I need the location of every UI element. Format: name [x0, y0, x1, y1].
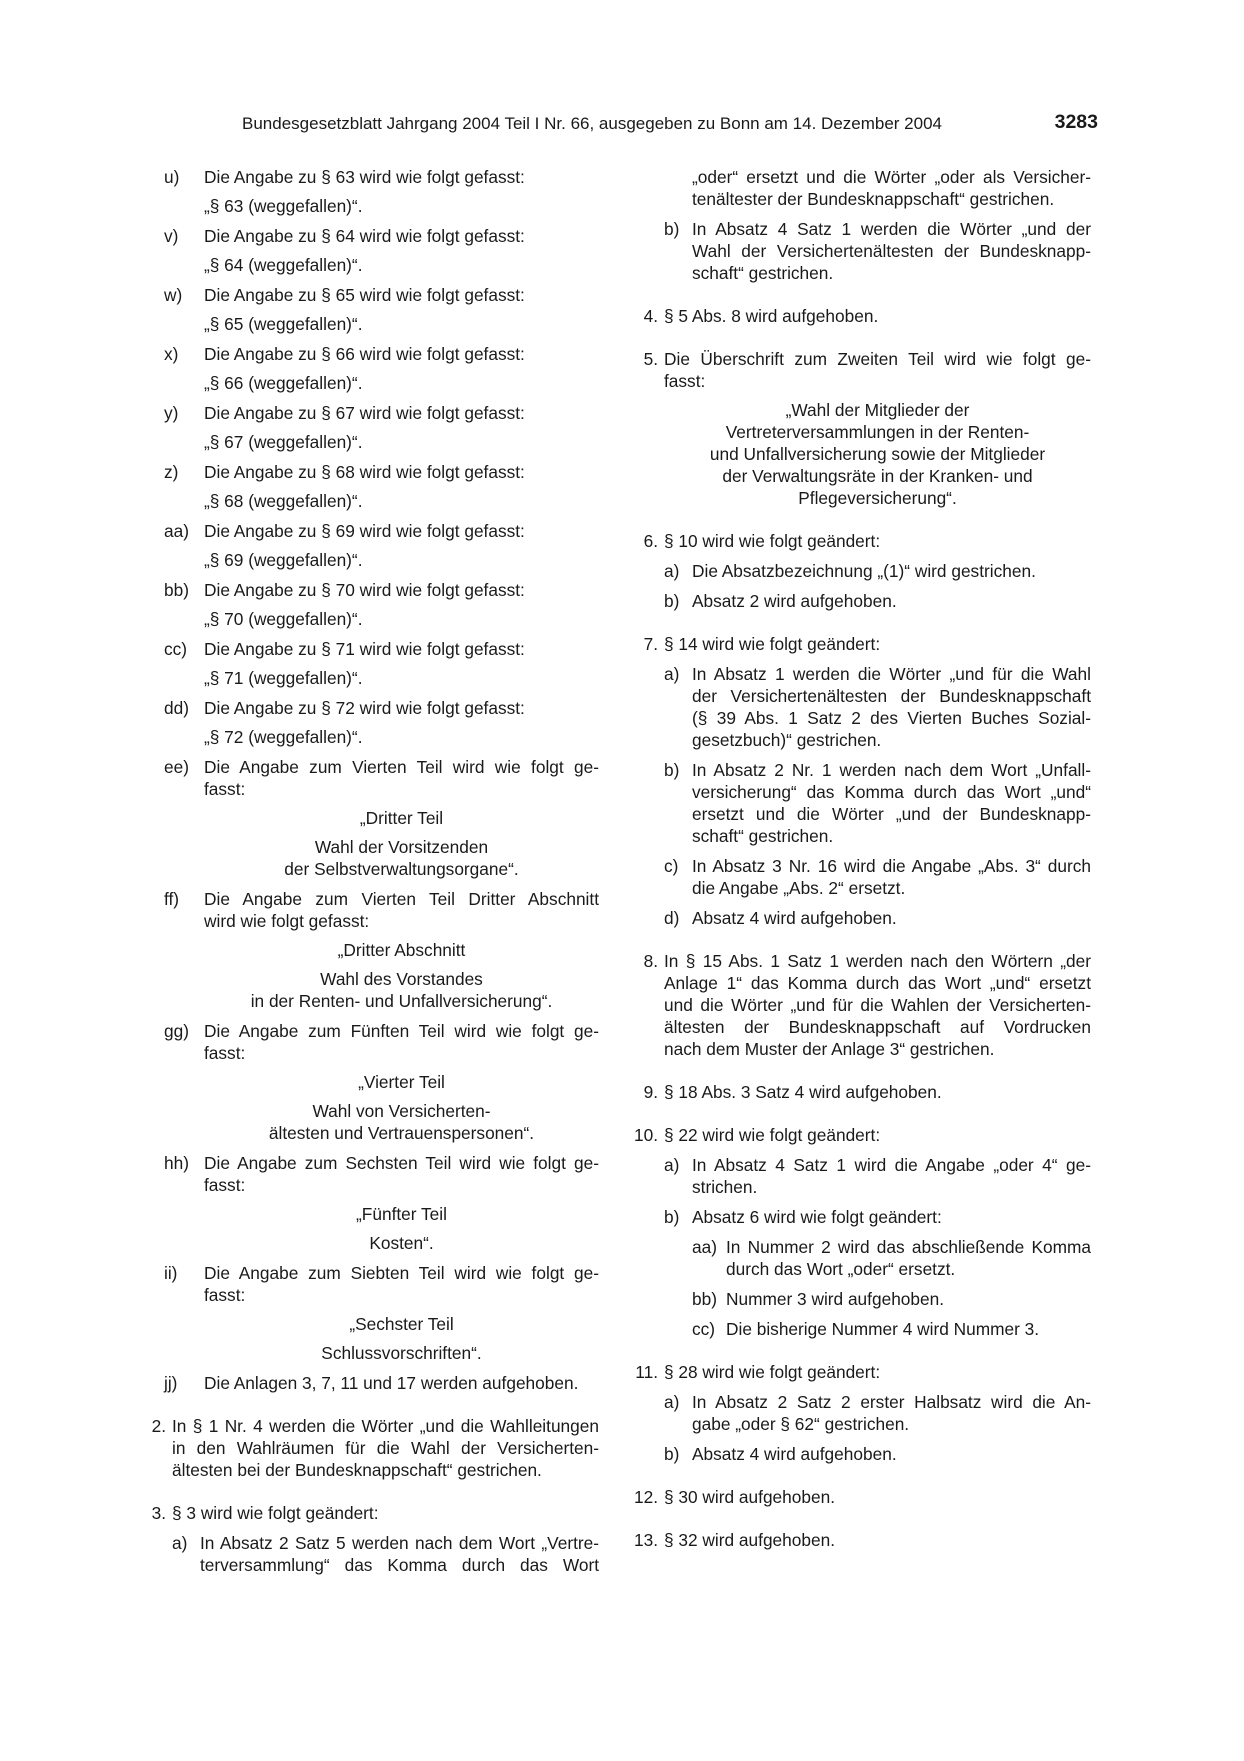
item-quote: in der Renten- und Unfallversicherung“.: [250, 991, 553, 1011]
item-label: y): [164, 403, 179, 423]
item-text: In Absatz 2 Satz 2 erster Halbsatz wird die An-: [692, 1392, 1091, 1412]
item-label: 13.: [633, 1530, 658, 1550]
item-13: [632, 1529, 1091, 1551]
item-label: z): [164, 462, 179, 482]
item-4: [632, 305, 1091, 327]
item-quote: „Dritter Teil: [359, 808, 444, 828]
item-text: ältesten der Bundesknappschaft auf Vordrucken: [664, 1017, 1091, 1037]
item-text: Die Angabe zu § 68 wird wie folgt gefasst:: [204, 462, 525, 482]
item-bb: [140, 579, 599, 630]
item-label: a): [664, 1155, 680, 1175]
item-label: 6.: [643, 531, 658, 551]
item-quote: Wahl des Vorstandes: [320, 969, 483, 989]
item-6a: [664, 560, 1091, 582]
item-text: Nummer 3 wird aufgehoben.: [726, 1289, 945, 1309]
item-x: [140, 343, 599, 394]
item-3: [140, 1502, 599, 1576]
item-text: „oder“ ersetzt und die Wörter „oder als Versicher-: [692, 167, 1091, 187]
item-10b: [664, 1206, 1091, 1228]
item-label: b): [664, 760, 680, 780]
item-quote: „Sechster Teil: [349, 1314, 454, 1334]
item-quote: „§ 67 (weggefallen)“.: [204, 432, 363, 452]
item-quote: Kosten“.: [369, 1233, 434, 1253]
left-column: [140, 166, 599, 1576]
page-header: [242, 111, 1098, 137]
item-text: In Absatz 2 Satz 5 werden nach dem Wort „Vertre-: [200, 1533, 599, 1553]
item-label: a): [664, 561, 680, 581]
item-text: Die Angabe zu § 65 wird wie folgt gefasst:: [204, 285, 525, 305]
item-text: Die Absatzbezeichnung „(1)“ wird gestrichen.: [692, 561, 1036, 581]
item-quote: Wahl von Versicherten-: [312, 1101, 491, 1121]
item-quote: „§ 71 (weggefallen)“.: [204, 668, 363, 688]
item-aa: [140, 520, 599, 571]
item-label: d): [664, 908, 680, 928]
item-text: Absatz 2 wird aufgehoben.: [692, 591, 897, 611]
item-ff: [140, 888, 599, 1012]
item-label: ee): [164, 757, 189, 777]
item-text: die Angabe „Abs. 2“ ersetzt.: [692, 878, 906, 898]
item-cc: [140, 638, 599, 689]
item-quote: „§ 70 (weggefallen)“.: [204, 609, 363, 629]
item-hh: [140, 1152, 599, 1254]
item-text: tenältester der Bundesknappschaft“ gestrichen.: [692, 189, 1055, 209]
item-quote: „Dritter Abschnitt: [337, 940, 466, 960]
item-10: [632, 1124, 1091, 1340]
item-text: § 32 wird aufgehoben.: [664, 1530, 836, 1550]
item-text: In § 15 Abs. 1 Satz 1 werden nach den Wörtern „der: [664, 951, 1091, 971]
item-text: Die bisherige Nummer 4 wird Nummer 3.: [726, 1319, 1040, 1339]
item-text: schaft“ gestrichen.: [692, 263, 834, 283]
item-label: cc): [692, 1319, 716, 1339]
item-text: Die Angabe zum Vierten Teil Dritter Abschnitt: [204, 889, 599, 909]
item-quote: „Fünfter Teil: [356, 1204, 447, 1224]
item-text: gesetzbuch)“ gestrichen.: [692, 730, 882, 750]
item-label: b): [664, 591, 680, 611]
item-text: fasst:: [204, 779, 246, 799]
item-text: Die Angabe zu § 66 wird wie folgt gefasst:: [204, 344, 525, 364]
item-label: 3.: [151, 1503, 166, 1523]
item-label: ii): [164, 1263, 178, 1283]
item-7: [632, 633, 1091, 929]
item-10b-bb: [664, 1288, 1091, 1310]
item-u: [140, 166, 599, 217]
item-label: b): [664, 219, 680, 239]
item-text: der Versichertenältesten der Bundesknappschaft: [692, 686, 1091, 706]
item-3a-continued: [632, 166, 1091, 210]
item-text: versicherung“ das Komma durch das Wort „und“: [692, 782, 1091, 802]
item-text: ersetzt und die Wörter „und der Bundesknapp-: [692, 804, 1091, 824]
item-quote: der Verwaltungsräte in der Kranken- und: [722, 466, 1033, 486]
item-text: fasst:: [204, 1175, 246, 1195]
header-text: Bundesgesetzblatt Jahrgang 2004 Teil I Nr. 66, ausgegeben zu Bonn am 14. Dezember 2004: [242, 114, 942, 133]
item-quote: ältesten und Vertrauenspersonen“.: [268, 1123, 535, 1143]
item-label: v): [164, 226, 179, 246]
item-3a: [172, 1532, 599, 1576]
item-text: § 14 wird wie folgt geändert:: [664, 634, 881, 654]
item-label: 10.: [633, 1125, 658, 1145]
item-text: In Absatz 4 Satz 1 wird die Angabe „oder 4“ ge-: [692, 1155, 1091, 1175]
item-text: § 5 Abs. 8 wird aufgehoben.: [664, 306, 879, 326]
item-text: In Absatz 1 werden die Wörter „und für die Wahl: [692, 664, 1091, 684]
item-7a: [664, 663, 1091, 751]
item-label: gg): [164, 1021, 189, 1041]
item-quote: „§ 69 (weggefallen)“.: [204, 550, 363, 570]
item-quote: Wahl der Vorsitzenden: [314, 837, 489, 857]
item-7b: [664, 759, 1091, 847]
item-11: [632, 1361, 1091, 1465]
item-text: Absatz 6 wird wie folgt geändert:: [692, 1207, 942, 1227]
item-label: a): [664, 1392, 680, 1412]
item-text: § 10 wird wie folgt geändert:: [664, 531, 881, 551]
item-3b: [632, 218, 1091, 284]
item-quote: der Selbstverwaltungsorgane“.: [284, 859, 519, 879]
item-2: [140, 1415, 599, 1481]
item-text: Die Angabe zum Siebten Teil wird wie folgt ge-: [204, 1263, 599, 1283]
item-label: w): [164, 285, 183, 305]
item-label: aa): [164, 521, 189, 541]
item-9: [632, 1081, 1091, 1103]
item-12: [632, 1486, 1091, 1508]
item-text: Die Überschrift zum Zweiten Teil wird wie folgt ge-: [664, 349, 1091, 369]
item-5: [632, 348, 1091, 509]
item-quote: „§ 65 (weggefallen)“.: [204, 314, 363, 334]
item-text: § 28 wird wie folgt geändert:: [664, 1362, 881, 1382]
item-label: b): [664, 1444, 680, 1464]
item-label: a): [172, 1533, 188, 1553]
item-quote: Vertreterversammlungen in der Renten-: [725, 422, 1030, 442]
item-text: Wahl der Versichertenältesten der Bundesknapp-: [692, 241, 1091, 261]
item-gg: [140, 1020, 599, 1144]
item-text: strichen.: [692, 1177, 758, 1197]
item-text: ältesten bei der Bundesknappschaft“ gestrichen.: [172, 1460, 542, 1480]
item-ii: [140, 1262, 599, 1364]
item-label: x): [164, 344, 179, 364]
item-quote: „Vierter Teil: [358, 1072, 445, 1092]
item-10b-cc: [664, 1318, 1091, 1340]
item-label: aa): [692, 1237, 717, 1257]
item-text: Die Angabe zu § 69 wird wie folgt gefasst:: [204, 521, 525, 541]
item-text: nach dem Muster der Anlage 3“ gestrichen.: [664, 1039, 995, 1059]
item-label: 7.: [643, 634, 658, 654]
item-label: bb): [692, 1289, 717, 1309]
item-7d: [664, 907, 1091, 929]
item-text: Absatz 4 wird aufgehoben.: [692, 908, 897, 928]
item-w: [140, 284, 599, 335]
item-quote: Schlussvorschriften“.: [321, 1343, 482, 1363]
item-label: c): [664, 856, 679, 876]
item-quote: und Unfallversicherung sowie der Mitglieder: [709, 444, 1046, 464]
item-text: Absatz 4 wird aufgehoben.: [692, 1444, 897, 1464]
item-text: fasst:: [204, 1043, 246, 1063]
item-label: cc): [164, 639, 188, 659]
item-quote: „§ 64 (weggefallen)“.: [204, 255, 363, 275]
item-label: a): [664, 664, 680, 684]
item-text: Die Angabe zu § 67 wird wie folgt gefasst:: [204, 403, 525, 423]
item-label: b): [664, 1207, 680, 1227]
item-6: [632, 530, 1091, 612]
item-text: Die Angabe zu § 72 wird wie folgt gefasst:: [204, 698, 525, 718]
item-text: durch das Wort „oder“ ersetzt.: [726, 1259, 956, 1279]
item-label: 4.: [643, 306, 658, 326]
item-label: 8.: [643, 951, 658, 971]
item-label: jj): [164, 1373, 178, 1393]
item-7c: [664, 855, 1091, 899]
page-number: 3283: [1054, 111, 1098, 133]
item-11a: [664, 1391, 1091, 1435]
item-quote: Pflegeversicherung“.: [798, 488, 957, 508]
item-label: 5.: [643, 349, 658, 369]
item-text: In Absatz 2 Nr. 1 werden nach dem Wort „Unfall-: [692, 760, 1091, 780]
item-text: (§ 39 Abs. 1 Satz 2 des Vierten Buches Sozial-: [692, 708, 1091, 728]
item-label: u): [164, 167, 180, 187]
item-text: terversammlung“ das Komma durch das Wort: [200, 1555, 599, 1575]
item-quote: „§ 66 (weggefallen)“.: [204, 373, 363, 393]
item-label: 12.: [633, 1487, 658, 1507]
item-text: Die Angabe zu § 63 wird wie folgt gefasst:: [204, 167, 525, 187]
item-text: Die Angabe zu § 64 wird wie folgt gefasst:: [204, 226, 525, 246]
item-label: 11.: [635, 1362, 658, 1382]
item-text: fasst:: [204, 1285, 246, 1305]
item-label: 2.: [151, 1416, 166, 1436]
item-label: bb): [164, 580, 189, 600]
item-label: ff): [164, 889, 180, 909]
item-text: In Nummer 2 wird das abschließende Komma: [726, 1237, 1091, 1257]
item-text: gabe „oder § 62“ gestrichen.: [692, 1414, 910, 1434]
item-8: [632, 950, 1091, 1060]
item-text: Anlage 1“ das Komma durch das Wort „und“ ersetzt: [664, 973, 1091, 993]
item-text: Die Angabe zu § 71 wird wie folgt gefasst:: [204, 639, 525, 659]
item-text: fasst:: [664, 371, 706, 391]
item-text: § 30 wird aufgehoben.: [664, 1487, 836, 1507]
item-v: [140, 225, 599, 276]
right-column: [632, 166, 1091, 1551]
item-quote: „§ 72 (weggefallen)“.: [204, 727, 363, 747]
item-text: Die Angabe zum Vierten Teil wird wie folgt ge-: [204, 757, 599, 777]
item-10b-aa: [664, 1236, 1091, 1280]
item-11b: [664, 1443, 1091, 1465]
item-dd: [140, 697, 599, 748]
item-quote: „§ 68 (weggefallen)“.: [204, 491, 363, 511]
item-text: Die Angabe zu § 70 wird wie folgt gefasst:: [204, 580, 525, 600]
item-6b: [664, 590, 1091, 612]
item-text: In Absatz 4 Satz 1 werden die Wörter „und der: [692, 219, 1091, 239]
item-label: dd): [164, 698, 189, 718]
item-text: Die Angabe zum Sechsten Teil wird wie folgt ge-: [204, 1153, 599, 1173]
item-text: § 22 wird wie folgt geändert:: [664, 1125, 881, 1145]
item-quote: „§ 63 (weggefallen)“.: [204, 196, 363, 216]
item-z: [140, 461, 599, 512]
item-text: In § 1 Nr. 4 werden die Wörter „und die Wahlleitungen: [172, 1416, 599, 1436]
item-y: [140, 402, 599, 453]
item-text: Die Anlagen 3, 7, 11 und 17 werden aufgehoben.: [204, 1373, 579, 1393]
item-text: in den Wahlräumen für die Wahl der Versicherten-: [172, 1438, 599, 1458]
item-label: hh): [164, 1153, 189, 1173]
item-text: und die Wörter „und für die Wahlen der Versicherten-: [664, 995, 1091, 1015]
item-text: § 18 Abs. 3 Satz 4 wird aufgehoben.: [664, 1082, 942, 1102]
item-text: Die Angabe zum Fünften Teil wird wie folgt ge-: [204, 1021, 599, 1041]
item-text: schaft“ gestrichen.: [692, 826, 834, 846]
item-jj: [140, 1372, 599, 1394]
item-text: In Absatz 3 Nr. 16 wird die Angabe „Abs. 3“ durch: [692, 856, 1091, 876]
item-ee: [140, 756, 599, 880]
item-quote: „Wahl der Mitglieder der: [785, 400, 970, 420]
item-label: 9.: [643, 1082, 658, 1102]
item-text: wird wie folgt gefasst:: [204, 911, 370, 931]
item-text: § 3 wird wie folgt geändert:: [172, 1503, 379, 1523]
item-10a: [664, 1154, 1091, 1198]
